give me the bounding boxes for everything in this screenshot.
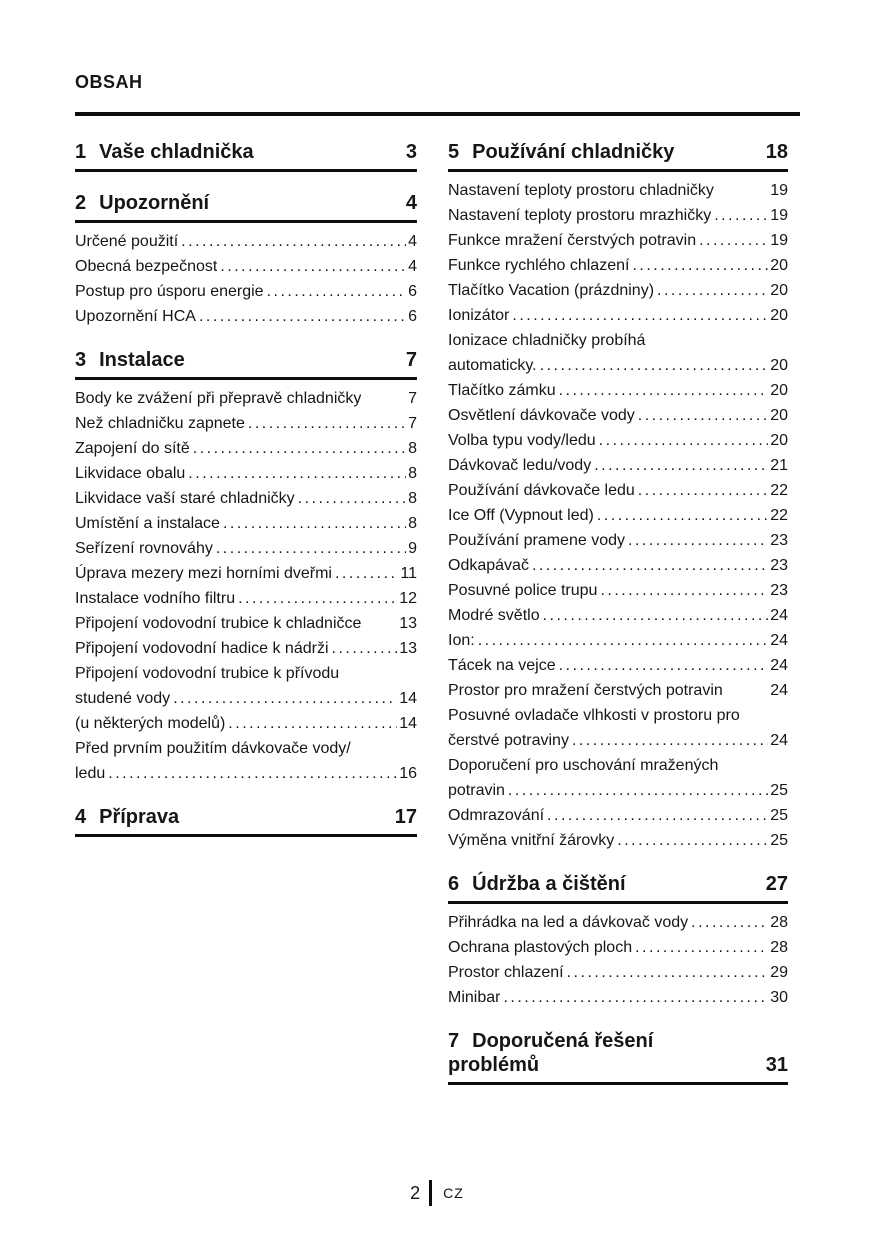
toc-entry-wrap-line: Před prvním použitím dávkovače vody/ [75,740,351,757]
section-heading-line [75,140,417,164]
toc-entry-line [75,254,417,279]
toc-entry-label: Modré světlo [448,607,540,624]
toc-entry-page-number: 28 [770,914,788,931]
toc-entry-line [75,711,417,736]
section-heading-line [448,140,788,164]
toc-entry-line [448,960,788,985]
toc-entry [448,253,788,278]
toc-entry-page-number: 30 [770,989,788,1006]
section-page-number: 7 [405,349,417,371]
toc-entry-page-number: 28 [770,939,788,956]
dot-leader [599,428,769,453]
toc-entry-label: Nastavení teploty prostoru chladničky [448,182,714,199]
toc-entry-page-number: 23 [770,557,788,574]
toc-entry-label: Ion: [448,632,475,649]
toc-entry [75,486,417,511]
dot-leader [543,603,769,628]
toc-entry-label: Osvětlení dávkovače vody [448,407,635,424]
toc-entry-line [448,203,788,228]
dot-leader [628,528,768,553]
toc-entry [448,428,788,453]
dot-leader [600,578,768,603]
toc-entry-line [75,536,417,561]
toc-entry-page-number: 6 [408,308,417,325]
toc-entry-label: Úprava mezery mezi horními dveřmi [75,565,332,582]
dot-leader [597,503,768,528]
toc-entry-label: Umístění a instalace [75,515,220,532]
toc-entry-line [448,553,788,578]
toc-entry-page-number: 24 [770,732,788,749]
dot-leader [540,353,769,378]
toc-entry-label: Volba typu vody/ledu [448,432,596,449]
toc-entry-label: Likvidace vaší staré chladničky [75,490,295,507]
section-page-number: 3 [405,141,417,163]
toc-entry-label: Prostor chlazení [448,964,564,981]
toc-entry-line [448,453,788,478]
toc-entry [448,753,788,803]
toc-entry-line [448,910,788,935]
dot-leader [199,304,406,329]
dot-leader [188,461,406,486]
toc-entry [448,828,788,853]
toc-entry-page-number: 21 [770,457,788,474]
toc-entry [75,561,417,586]
toc-entry-page-number: 14 [399,715,417,732]
toc-entry-line [75,561,417,586]
toc-entry-line [75,461,417,486]
dot-leader [108,761,397,786]
toc-entry-page-number: 11 [400,565,417,582]
section-page-number: 4 [405,192,417,214]
toc-entry-label: Ice Off (Vypnout led) [448,507,594,524]
toc-entry-page-number: 12 [399,590,417,607]
toc-entry-line [448,478,788,503]
dot-leader [691,910,768,935]
toc-entry-label: Posuvné police trupu [448,582,598,599]
toc-entry-label: Body ke zvážení při přepravě chladničky [75,390,362,407]
dot-leader [567,960,769,985]
toc-entry-page-number: 20 [770,382,788,399]
dot-leader [228,711,397,736]
section-heading-line [75,805,417,829]
toc-entry-line [448,678,788,703]
toc-entry-list [75,386,417,786]
section-number: 2 [75,192,87,214]
toc-entry [75,736,417,786]
toc-entry-label: Zapojení do sítě [75,440,190,457]
toc-entry-label: Funkce rychlého chlazení [448,257,630,274]
toc-entry-label: Výměna vnitřní žárovky [448,832,615,849]
toc-entry-line [448,178,788,203]
section-heading-line [448,1053,788,1077]
toc-entry-line [448,278,788,303]
toc-entry-line [448,628,788,653]
toc-entry-label: ledu [75,765,106,782]
toc-entry [75,711,417,736]
toc-entry [75,511,417,536]
dot-leader [594,453,768,478]
toc-entry-label: Nastavení teploty prostoru mrazhičky [448,207,712,224]
toc-entry-line [448,653,788,678]
toc-entry-line [448,503,788,528]
dot-leader [617,828,768,853]
toc-entry-label: automaticky. [448,357,537,374]
toc-entry-line [75,586,417,611]
toc-entry [448,803,788,828]
toc-entry-line [75,386,417,411]
toc-entry [448,203,788,228]
section-number: 3 [75,349,87,371]
section-number: 6 [448,873,460,895]
toc-section [448,872,788,1010]
toc-entry-line [448,528,788,553]
toc-entry-line [448,728,788,753]
toc-entry-page-number: 20 [770,282,788,299]
toc-entry-label: Funkce mražení čerstvých potravin [448,232,697,249]
toc-entry [448,935,788,960]
toc-section [75,191,417,329]
toc-entry-line [448,253,788,278]
toc-entry-page-number: 24 [770,632,788,649]
section-title: Vaše chladnička [99,141,254,163]
section-title: Doporučená řešení [472,1030,654,1052]
dot-leader [632,253,768,278]
toc-entry [75,304,417,329]
toc-entry [448,703,788,753]
dot-leader [714,203,768,228]
toc-entry [448,278,788,303]
toc-entry [75,611,417,636]
toc-entry-line [448,603,788,628]
toc-entry-line [448,428,788,453]
toc-entry-label: Postup pro úsporu energie [75,283,264,300]
toc-entry-page-number: 8 [408,440,417,457]
dot-leader [267,279,407,304]
dot-leader [223,511,406,536]
page-content [75,72,800,1104]
toc-entry-label: Odmrazování [448,807,545,824]
toc-entry-label: Tlačítko zámku [448,382,556,399]
toc-entry-label: Instalace vodního filtru [75,590,236,607]
toc-entry [448,228,788,253]
toc-section [448,140,788,853]
toc-entry-label: Ionizátor [448,307,510,324]
toc-entry-line [448,778,788,803]
toc-entry-line [448,353,788,378]
toc-entry [75,411,417,436]
toc-entry-page-number: 9 [408,540,417,557]
dot-leader [635,935,768,960]
toc-entry-page-number: 20 [770,257,788,274]
toc-entry [448,578,788,603]
toc-entry-label: Připojení vodovodní trubice k chladničce [75,615,362,632]
dot-leader [238,586,397,611]
toc-entry-line [75,304,417,329]
toc-entry-page-number: 24 [770,607,788,624]
toc-entry-page-number: 14 [399,690,417,707]
dot-leader [216,536,406,561]
toc-entry-label: Tácek na vejce [448,657,556,674]
page-footer [0,1180,874,1206]
toc-entry-page-number: 19 [770,207,788,224]
toc-entry-line [75,511,417,536]
toc-entry-label: Upozornění HCA [75,308,196,325]
toc-entry-line [75,636,417,661]
toc-entry-label: Přihrádka na led a dávkovač vody [448,914,689,931]
toc-entry [75,386,417,411]
toc-entry-label: Dávkovač ledu/vody [448,457,592,474]
dot-leader [248,411,406,436]
toc-entry-label: (u některých modelů) [75,715,226,732]
section-heading [75,805,417,837]
section-heading-line [75,348,417,372]
toc-entry-line [75,686,417,711]
toc-entry-label: Určené použití [75,233,179,250]
toc-entry [448,678,788,703]
toc-section [75,805,417,837]
section-heading [448,140,788,172]
footer-divider [429,1180,432,1206]
toc-entry-page-number: 24 [770,682,788,699]
toc-entry-page-number: 4 [408,258,417,275]
dot-leader [173,686,397,711]
section-heading [448,872,788,904]
toc-entry [448,403,788,428]
toc-entry-label: Obecná bezpečnost [75,258,218,275]
page-title: OBSAH [75,72,143,92]
toc-entry [448,603,788,628]
toc-entry-page-number: 19 [770,182,788,199]
dot-leader [181,229,406,254]
toc-entry [448,503,788,528]
toc-section [75,140,417,172]
toc-entry-line [75,611,417,636]
toc-entry-page-number: 19 [770,232,788,249]
toc-entry [448,653,788,678]
toc-entry-list [448,910,788,1010]
toc-entry-page-number: 29 [770,964,788,981]
toc-section [75,348,417,786]
toc-entry-page-number: 13 [399,615,417,632]
dot-leader [699,228,768,253]
toc-entry-page-number: 22 [770,482,788,499]
toc-entry [75,536,417,561]
toc-entry-line [448,985,788,1010]
toc-entry-page-number: 24 [770,657,788,674]
section-number: 1 [75,141,87,163]
section-number: 7 [448,1030,460,1052]
toc-entry [75,254,417,279]
toc-entry-label: Prostor pro mražení čerstvých potravin [448,682,723,699]
toc-entry [75,436,417,461]
toc-entry [448,910,788,935]
dot-leader [193,436,406,461]
dot-leader [335,561,398,586]
dot-leader [657,278,768,303]
toc-section [448,1029,788,1085]
toc-entry-line [448,303,788,328]
toc-entry [448,478,788,503]
section-title: Upozornění [99,192,210,214]
header-rule [75,112,800,116]
toc-entry [448,960,788,985]
toc-entry [75,279,417,304]
toc-entry [448,628,788,653]
toc-entry-wrap-line: Posuvné ovladače vlhkosti v prostoru pro [448,707,740,724]
section-title: Instalace [99,349,185,371]
toc-entry [448,528,788,553]
toc-entry-page-number: 23 [770,582,788,599]
toc-entry [75,461,417,486]
dot-leader [220,254,406,279]
dot-leader [512,303,768,328]
toc-entry-page-number: 7 [408,415,417,432]
toc-entry-label: Ochrana plastových ploch [448,939,633,956]
section-title: Příprava [99,806,180,828]
toc-entry-list [448,178,788,853]
toc-entry-label: Likvidace obalu [75,465,186,482]
toc-entry-page-number: 7 [408,390,417,407]
toc-entry-line [75,436,417,461]
dot-leader [503,985,768,1010]
toc-entry-line [448,803,788,828]
toc-entry [448,378,788,403]
dot-leader [478,628,769,653]
section-title: problémů [448,1054,540,1076]
toc-entry-label: Tlačítko Vacation (prázdniny) [448,282,655,299]
toc-entry [448,985,788,1010]
toc-entry-page-number: 22 [770,507,788,524]
toc-entry-label: Odkapávač [448,557,529,574]
toc-entry-line [75,411,417,436]
toc-entry-line [448,578,788,603]
toc-entry-label: studené vody [75,690,171,707]
section-page-number: 17 [394,806,417,828]
toc-entry-page-number: 8 [408,515,417,532]
toc-entry-page-number: 16 [399,765,417,782]
section-number: 4 [75,806,87,828]
toc-entry [448,453,788,478]
toc-entry-page-number: 25 [770,807,788,824]
footer-page-number: 2 [410,1182,421,1203]
toc-entry-label: čerstvé potraviny [448,732,569,749]
dot-leader [332,636,398,661]
dot-leader [559,653,769,678]
section-title: Údržba a čištění [472,873,626,895]
toc-entry-page-number: 25 [770,782,788,799]
dot-leader [638,403,768,428]
section-heading-line [448,1029,788,1053]
toc-entry-label: potravin [448,782,505,799]
toc-entry-line [448,828,788,853]
toc-entry [448,553,788,578]
section-heading [75,191,417,223]
footer-locale-label: CZ [443,1185,464,1201]
toc-entry [448,303,788,328]
section-heading [75,140,417,172]
toc-entry-page-number: 25 [770,832,788,849]
toc-entry-page-number: 20 [770,307,788,324]
toc-entry-wrap-line: Připojení vodovodní trubice k přívodu [75,665,340,682]
toc-entry-label: Minibar [448,989,501,1006]
toc-entry-line [448,228,788,253]
toc-entry-label: Připojení vodovodní hadice k nádrži [75,640,329,657]
toc-entry-line [75,229,417,254]
toc-entry [75,636,417,661]
toc-entry [448,178,788,203]
toc-entry-wrap-line: Ionizace chladničky probíhá [448,332,646,349]
dot-leader [508,778,768,803]
toc-entry-label: Seřízení rovnováhy [75,540,213,557]
toc-entry-label: Používání dávkovače ledu [448,482,635,499]
section-heading-line [448,872,788,896]
toc-entry-line [448,935,788,960]
dot-leader [298,486,406,511]
toc-entry-line [448,403,788,428]
toc-entry-line [75,761,417,786]
toc-entry-page-number: 20 [770,432,788,449]
section-heading [448,1029,788,1085]
dot-leader [547,803,768,828]
section-number: 5 [448,141,460,163]
toc-entry [75,586,417,611]
toc-column-left [75,140,417,1104]
toc-entry-label: Než chladničku zapnete [75,415,245,432]
section-title: Používání chladničky [472,141,675,163]
section-heading [75,348,417,380]
section-page-number: 31 [765,1054,788,1076]
dot-leader [532,553,768,578]
toc-entry [448,328,788,378]
toc-entry-page-number: 23 [770,532,788,549]
toc-entry-line [75,279,417,304]
dot-leader [559,378,769,403]
section-page-number: 27 [765,873,788,895]
section-page-number: 18 [765,141,788,163]
toc-entry-list [75,229,417,329]
toc-entry-line [75,486,417,511]
toc-entry-page-number: 8 [408,465,417,482]
toc-entry-label: Používání pramene vody [448,532,625,549]
toc-entry [75,229,417,254]
toc-entry-page-number: 20 [770,357,788,374]
toc-entry-page-number: 13 [399,640,417,657]
dot-leader [638,478,768,503]
toc-entry-page-number: 20 [770,407,788,424]
toc-entry-page-number: 6 [408,283,417,300]
toc-entry-line [448,378,788,403]
dot-leader [572,728,768,753]
toc-entry [75,661,417,711]
toc-column-right [448,140,788,1104]
toc-entry-wrap-line: Doporučení pro uschování mražených [448,757,719,774]
section-heading-line [75,191,417,215]
toc-entry-page-number: 4 [408,233,417,250]
toc-columns [75,140,800,1104]
toc-entry-page-number: 8 [408,490,417,507]
